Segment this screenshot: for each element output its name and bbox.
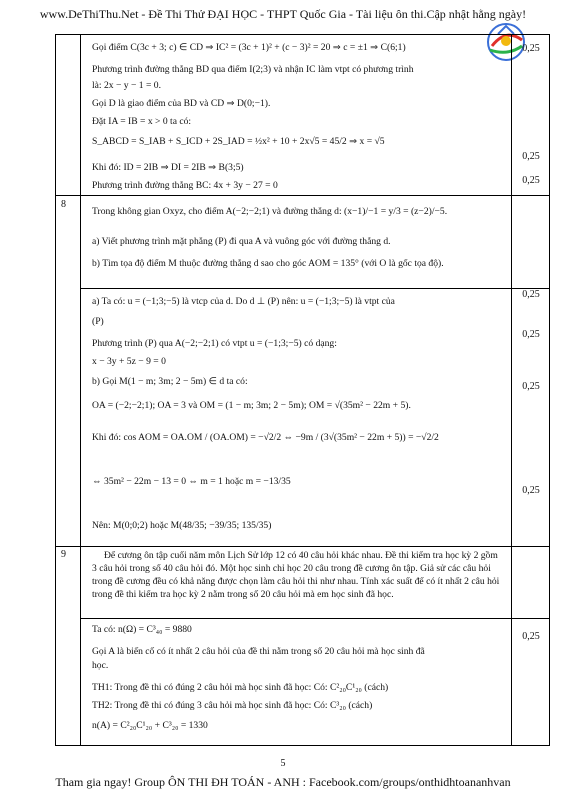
answer-table (55, 34, 550, 746)
s7-line: Đặt IA = IB = x > 0 ta có: (92, 116, 192, 127)
s8-solution: OA = (−2;−2;1); OA = 3 và OM = (1 − m; 3m; 2 − 5m); OM = √(35m² − 22m + 5). (92, 400, 411, 411)
s8-solution: (P) (92, 316, 104, 327)
score: 0,25 (522, 151, 540, 162)
s7-line: Khi đó: ID = 2IB ⇒ DI = 2IB ⇒ B(3;5) (92, 162, 244, 173)
page-number: 5 (280, 758, 286, 769)
score: 0,25 (522, 289, 540, 300)
question-number: 8 (61, 199, 66, 210)
score: 0,25 (522, 485, 540, 496)
s9-solution: Ta có: n(Ω) = C³₄₀ = 9880 (92, 624, 192, 635)
s7-line: là: 2x − y − 1 = 0. (92, 80, 161, 91)
s7-line: Gọi D là giao điểm của BD và CD ⇒ D(0;−1). (92, 98, 271, 109)
score: 0,25 (522, 43, 540, 54)
score: 0,25 (522, 631, 540, 642)
s8-problem: Trong không gian Oxyz, cho điểm A(−2;−2;1) và đường thẳng d: (x−1)/−1 = y/3 = (z−2)/−5. (92, 206, 448, 217)
s7-line: Phương trình đường thẳng BC: 4x + 3y − 27 = 0 (92, 180, 278, 191)
s8-problem: a) Viết phương trình mặt phẳng (P) đi qua A và vuông góc với đường thẳng d. (92, 236, 391, 247)
s7-line: Gọi điểm C(3c + 3; c) ∈ CD ⇒ IC² = (3c + 1)² + (c − 3)² = 20 ⇒ c = ±1 ⇒ C(6;1) (92, 42, 406, 53)
s9-solution: n(A) = C²₂₀C¹₂₀ + C³₂₀ = 1330 (92, 720, 208, 731)
page-header: www.DeThiThu.Net - Đề Thi Thử ĐẠI HỌC - THPT Quốc Gia - Tài liệu ôn thi.Cập nhật hằng ngày! (39, 7, 527, 21)
score: 0,25 (522, 381, 540, 392)
s8-solution: x − 3y + 5z − 9 = 0 (92, 356, 166, 367)
s9-solution: TH2: Trong đề thi có đúng 3 câu hỏi mà học sinh đã học: Có: C³₂₀ (cách) (92, 700, 373, 711)
question-number: 9 (61, 549, 66, 560)
page-footer: Tham gia ngay! Group ÔN THI ĐH TOÁN - ANH : Facebook.com/groups/onthidhtoananhvan (55, 775, 511, 789)
row-divider (80, 618, 549, 619)
row-divider (56, 546, 549, 547)
s8-solution: a) Ta có: u = (−1;3;−5) là vtcp của d. Do d ⊥ (P) nên: u = (−1;3;−5) là vtpt của (92, 296, 395, 307)
score: 0,25 (522, 175, 540, 186)
column-divider (511, 35, 512, 745)
s7-line: Phương trình đường thẳng BD qua điểm I(2;3) và nhận IC làm vtpt có phương trình (92, 64, 414, 75)
s9-problem: Để cương ôn tập cuối năm môn Lịch Sử lớp 12 có 40 câu hỏi khác nhau. Đề thi kiểm tra học kỳ 2 gồm 3 câu hỏi trong số 40 câu hỏi đó. Một học sinh chỉ học 20 câu trong đề cương ôn tập. Giả sử các câu hỏi trong đề cương đều có khả năng được chọn làm câu hỏi thi như nhau. Tính xác suất để có ít nhất 2 câu hỏi trong đề thi kiểm tra học kỳ 2 nằm trong số 20 câu hỏi mà em học sinh đã học. (92, 550, 500, 600)
s8-solution: b) Gọi M(1 − m; 3m; 2 − 5m) ∈ d ta có: (92, 376, 248, 387)
s8-problem: b) Tìm tọa độ điểm M thuộc đường thẳng d sao cho góc AOM = 135° (với O là gốc tọa độ). (92, 258, 444, 269)
s8-solution: Phương trình (P) qua A(−2;−2;1) có vtpt u = (−1;3;−5) có dạng: (92, 338, 337, 349)
column-divider (80, 35, 81, 745)
s8-solution: ⇔ 35m² − 22m − 13 = 0 ⇔ m = 1 hoặc m = −13/35 (92, 476, 291, 487)
s9-solution: TH1: Trong đề thi có đúng 2 câu hỏi mà học sinh đã học: Có: C²₂₀C¹₂₀ (cách) (92, 682, 389, 693)
row-divider (56, 195, 549, 196)
s7-line: S_ABCD = S_IAB + S_ICD + 2S_IAD = ½x² + 10 + 2x√5 = 45/2 ⇒ x = √5 (92, 136, 385, 147)
s8-solution: Khi đó: cos AOM = OA.OM / (OA.OM) = −√2/2 ⇔ −9m / (3√(35m² − 22m + 5)) = −√2/2 (92, 432, 439, 443)
s8-solution: Nên: M(0;0;2) hoặc M(48/35; −39/35; 135/35) (92, 520, 272, 531)
s9-solution: học. (92, 660, 109, 671)
row-divider (80, 288, 549, 289)
score: 0,25 (522, 329, 540, 340)
s9-solution: Gọi A là biến cố có ít nhất 2 câu hỏi của đề thi nằm trong số 20 câu hỏi mà học sinh đã (92, 646, 425, 657)
